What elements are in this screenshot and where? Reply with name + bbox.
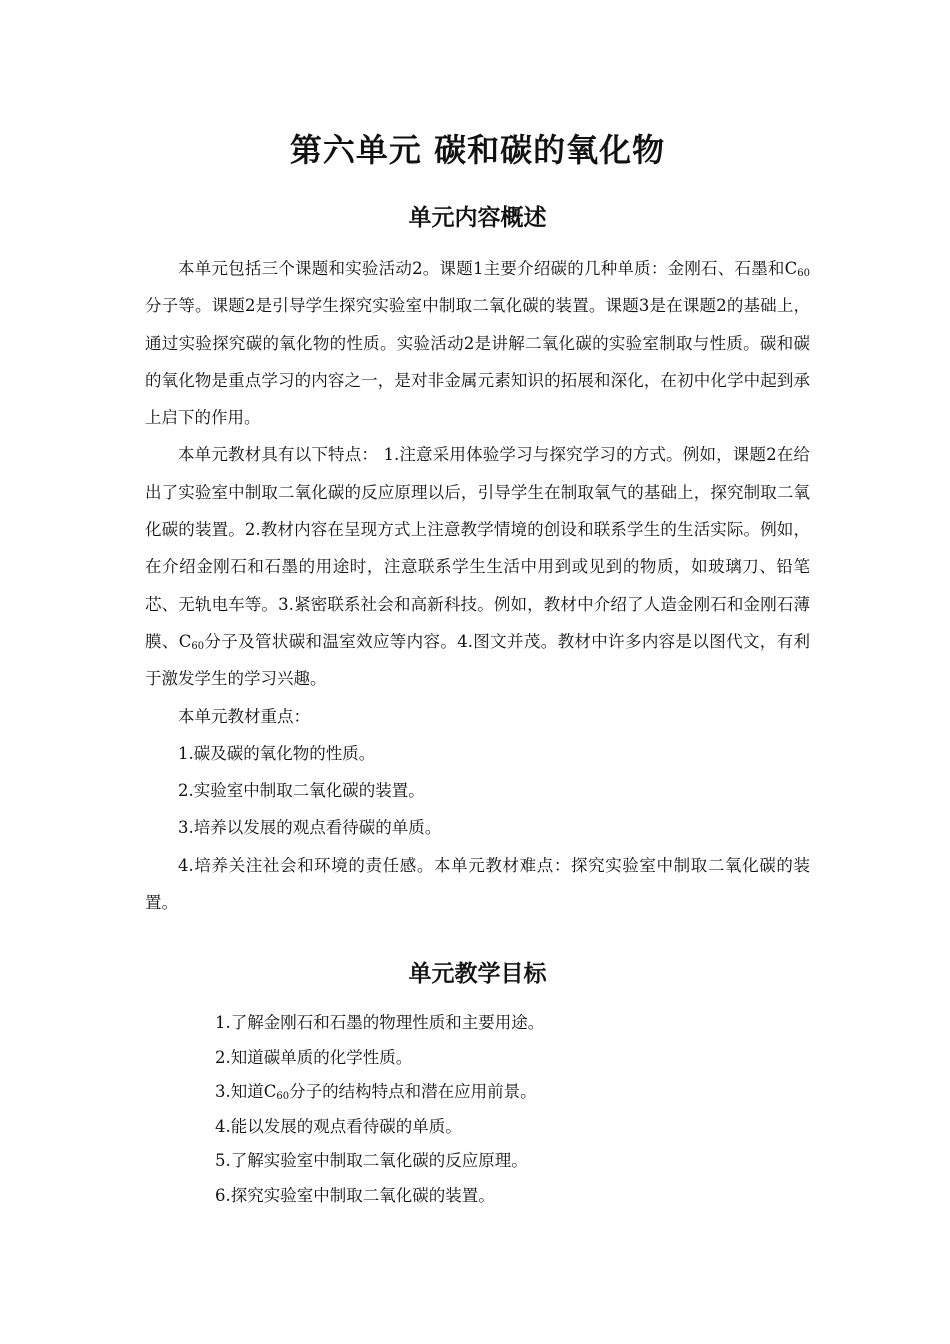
goal-item-2: 2.知道碳单质的化学性质。	[215, 1047, 413, 1067]
key-point-4: 4.培养关注社会和环境的责任感。本单元教材难点：探究实验室中制取二氧化碳的装置。	[145, 855, 810, 913]
overview-body	[145, 250, 810, 921]
section-heading-goals: 单元教学目标	[408, 961, 547, 987]
section-heading-overview: 单元内容概述	[408, 205, 547, 231]
overview-paragraph-1: 本单元包括三个课题和实验活动2。课题1主要介绍碳的几种单质：金刚石、石墨和$C_{60}$分子等。课题2是引导学生探究实验室中制取二氧化碳的装置。课题3是在课题2的基础上，通过实验探究碳的氧化物的性质。实验活动2是讲解二氧化碳的实验室制取与性质。碳和碳的氧化物是重点学习的内容之一，是对非金属元素知识的拓展和深化，在初中化学中起到承上启下的作用。	[145, 259, 810, 428]
document-title: 第六单元 碳和碳的氧化物	[289, 131, 666, 169]
goal-item-6: 6.探究实验室中制取二氧化碳的装置。	[215, 1185, 495, 1205]
goal-item-1: 1.了解金刚石和石墨的物理性质和主要用途。	[215, 1013, 545, 1032]
overview-paragraph-2: 本单元教材具有以下特点： 1.注意采用体验学习与探究学习的方式。例如，课题2在给出了实验室中制取二氧化碳的反应原理以后，引导学生在制取氧气的基础上，探究制取二氧化碳的装置。2.教材内容在呈现方式上注意教学情境的创设和联系学生的生活实际。例如，在介绍金刚石和石墨的用途时，注意联系学生生活中用到或见到的物质，如玻璃刀、铅笔芯、无轨电车等。3.紧密联系社会和高新科技。例如，教材中介绍了人造金刚石和金刚石薄膜、$C_{60}$分子及管状碳和温室效应等内容。4.图文并茂。教材中许多内容是以图代文，有利于激发学生的学习兴趣。	[145, 445, 811, 689]
key-point-3: 3.培养以发展的观点看待碳的单质。	[178, 818, 442, 838]
key-point-1: 1.碳及碳的氧化物的性质。	[178, 743, 376, 763]
goal-item-3: 3.知道$C_{60}$分子的结构特点和潜在应用前景。	[215, 1082, 537, 1102]
goals-list	[145, 1006, 810, 1213]
key-points-heading: 本单元教材重点：	[178, 706, 310, 726]
key-point-2: 2.实验室中制取二氧化碳的装置。	[178, 781, 425, 801]
goal-item-4: 4.能以发展的观点看待碳的单质。	[215, 1116, 462, 1136]
goal-item-5: 5.了解实验室中制取二氧化碳的反应原理。	[215, 1151, 528, 1170]
